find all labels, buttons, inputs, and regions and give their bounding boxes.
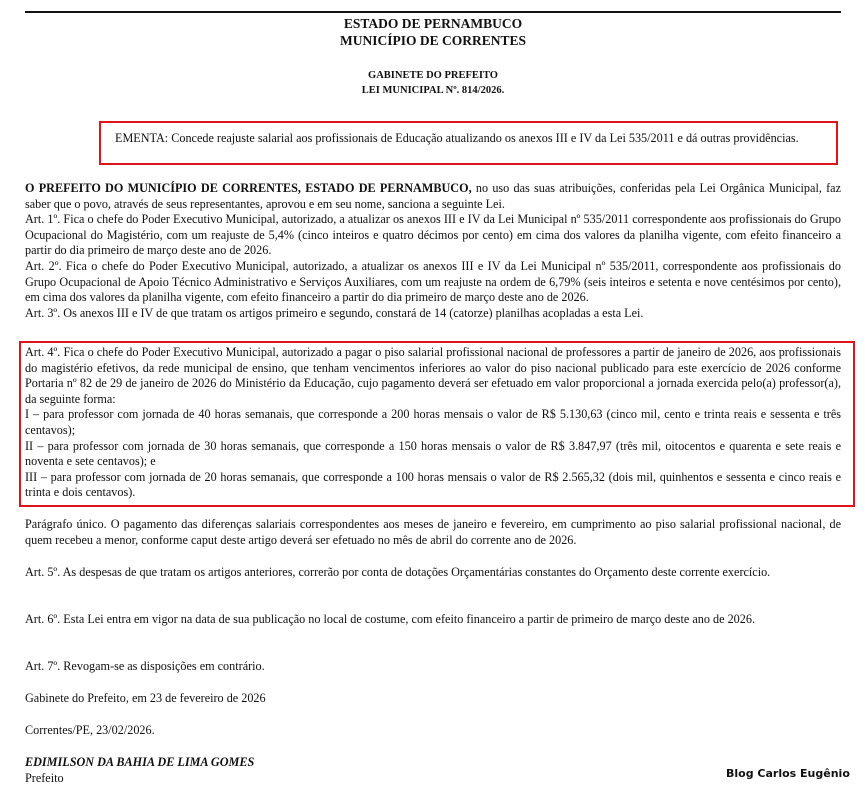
- state-title: ESTADO DE PERNAMBUCO: [343, 16, 523, 31]
- preamble-bold: O PREFEITO DO MUNICÍPIO DE CORRENTES, ESTADO DE PERNAMBUCO,: [25, 181, 472, 195]
- watermark: Blog Carlos Eugênio: [726, 767, 850, 780]
- top-rule: [25, 11, 841, 13]
- article-4-item-1: I – para professor com jornada de 40 horas semanais, que corresponde a 200 horas mensais o valor de R$ 5.130,63 (cinco mil, cento e trinta reais e sessenta e três centavos);: [25, 407, 841, 437]
- signer-name: EDIMILSON DA BAHIA DE LIMA GOMES: [25, 755, 255, 769]
- law-number: LEI MUNICIPAL Nº. 814/2026.: [361, 85, 505, 96]
- articles-block-1: [25, 181, 841, 321]
- article-4-item-2: II – para professor com jornada de 30 horas semanais, que corresponde a 150 horas mensais o valor de R$ 3.847,97 (três mil, oitocentos e quarenta e sete reais e noventa e sete centavos); e: [25, 438, 841, 469]
- article-6: Art. 6º. Esta Lei entra em vigor na data de sua publicação no local de costume, com efeito financeiro a partir de primeiro de março deste ano de 2026.: [25, 612, 756, 626]
- article-7: Art. 7º. Revogam-se as disposições em contrário.: [25, 659, 265, 673]
- article-2: Art. 2º. Fica o chefe do Poder Executivo Municipal, autorizado, a atualizar os anexos III e IV da Lei Municipal nº 535/2011, correspondente aos profissionais do Grupo Ocupacional de Apoio Técnico Administrativo e Serviços Auxiliares, com um reajuste na ordem de 6,79% (seis inteiros e setenta e nove centésimos por cento), em cima dos valores da planilha vigente, com efeito financeiro a partir do dia primeiro de março deste ano de 2026.: [25, 258, 841, 305]
- office-title: GABINETE DO PREFEITO: [368, 70, 498, 81]
- preamble-text: no uso das suas atribuições, conferidas pela Lei Orgânica Municipal, faz saber que o povo, através de seus representantes, aprovou e em seu nome, sanciona a seguinte Lei.: [25, 181, 841, 211]
- paragrafo-unico: Parágrafo único. O pagamento das diferenças salariais correspondentes aos meses de janeiro e fevereiro, em cumprimento ao piso salarial profissional nacional, de quem recebeu a menor, conforme caput deste artigo deverá ser efetuado no mês de abril do corrente ano de 2026.: [25, 517, 841, 547]
- signer-role: Prefeito: [25, 771, 64, 785]
- gabinete-date: Gabinete do Prefeito, em 23 de fevereiro de 2026: [25, 691, 266, 705]
- article-3: Art. 3º. Os anexos III e IV de que tratam os artigos primeiro e segundo, constará de 14 (catorze) planilhas acopladas a esta Lei.: [25, 305, 644, 320]
- articles-block-2: [25, 345, 841, 501]
- article-1: Art. 1º. Fica o chefe do Poder Executivo Municipal, autorizado, a atualizar os anexos III e IV da Lei Municipal nº 535/2011 correspondente aos profissionais do Grupo Ocupacional do Magistério, com um reajuste de 5,4% (cinco inteiros e quatro décimos por cento) em cima dos valores da planilha vigente, com efeito financeiro a partir do dia primeiro de março deste ano de 2026.: [25, 212, 841, 258]
- article-5: Art. 5º. As despesas de que tratam os artigos anteriores, correrão por conta de dotações Orçamentárias constantes do Orçamento deste corrente exercício.: [25, 565, 771, 579]
- ementa-box: [99, 121, 838, 165]
- municipality-title: MUNICÍPIO DE CORRENTES: [339, 33, 527, 48]
- article-4: Art. 4º. Fica o chefe do Poder Executivo Municipal, autorizado a pagar o piso salarial profissional nacional de professores a partir de janeiro de 2026, aos profissionais do magistério efetivos, da rede municipal de ensino, que tenham vencimentos inferiores ao valor do piso nacional publicado para este exercício de 2026 conforme Portaria nº 82 de 29 de janeiro de 2026 do Ministério da Educação, cujo pagamento deverá ser efetuado em valor proporcional a jornada exercida pelo(a) professor(a), da seguinte forma:: [25, 345, 841, 406]
- ementa-text: EMENTA: Concede reajuste salarial aos profissionais de Educação atualizando os anexos III e IV da Lei 535/2011 e dá outras providências.: [115, 131, 799, 145]
- article-4-item-3: III – para professor com jornada de 20 horas semanais, que corresponde a 100 horas mensais o valor de R$ 2.565,32 (dois mil, quinhentos e sessenta e cinco reais e trinta e dois centavos).: [25, 469, 841, 500]
- preamble: [25, 181, 841, 212]
- document-header: [25, 15, 841, 49]
- office-header: [25, 68, 841, 98]
- place-date: Correntes/PE, 23/02/2026.: [25, 723, 155, 737]
